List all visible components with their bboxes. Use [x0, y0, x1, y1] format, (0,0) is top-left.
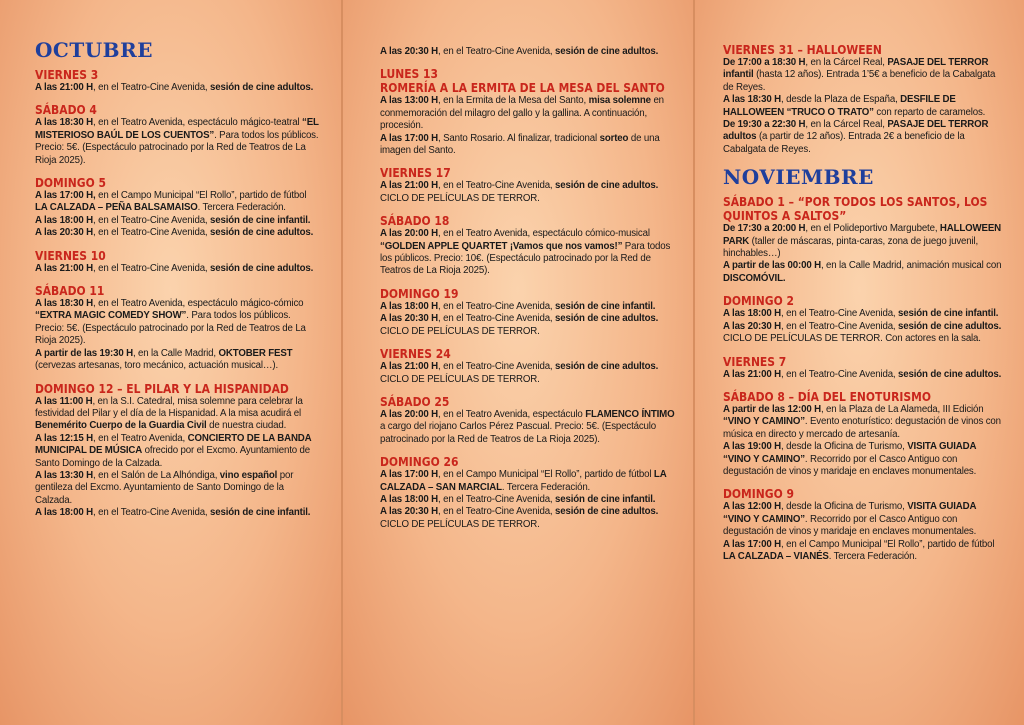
detail-highlight: A las 18:30 H: [35, 117, 94, 129]
detail-highlight: sesión de cine adultos.: [555, 180, 659, 192]
detail-highlight: A las 13:30 H: [35, 469, 94, 481]
event-title: DOMINGO 5: [35, 175, 106, 191]
event-entry: [723, 487, 1002, 563]
panel-november: [695, 0, 1024, 725]
detail-highlight: A las 13:00 H: [380, 95, 439, 107]
detail-text: . Tercera Federación.: [501, 481, 591, 493]
detail-text: de nuestra ciudad.: [206, 420, 287, 432]
detail-text: , en el Teatro-Cine Avenida,: [438, 300, 556, 312]
event-detail: [380, 133, 677, 158]
detail-text: , en el Teatro-Cine Avenida,: [93, 262, 211, 274]
detail-highlight: sesión de cine adultos.: [210, 227, 314, 239]
detail-highlight: LA CALZADA – PEÑA BALSAMAISO: [35, 202, 198, 214]
detail-text: (hasta 12 años). Entrada 1’5€ a beneficio de la Cabalgata de Reyes.: [723, 69, 996, 93]
month-heading-octubre: OCTUBRE: [35, 38, 153, 62]
detail-highlight: A las 18:00 H: [723, 308, 782, 320]
event-detail: [723, 119, 1002, 156]
detail-text: , en el Teatro-Cine Avenida,: [438, 180, 556, 192]
detail-text: , desde la Oficina de Turismo,: [781, 441, 908, 453]
event-title: LUNES 13: [380, 66, 438, 82]
detail-text: , en el Teatro-Cine Avenida,: [93, 507, 211, 519]
detail-highlight: De 17:30 a 20:00 H: [723, 223, 806, 235]
detail-highlight: De 17:00 a 18:30 H: [723, 57, 806, 68]
detail-text: ofrecido por el Excmo. Ayuntamiento de Santo Domingo de la Calzada.: [35, 445, 311, 469]
detail-highlight: A las 17:00 H: [380, 469, 439, 481]
event-entry: [380, 166, 677, 205]
detail-text: . Recorrido por el Casco Antiguo con degustación de vinos y maridaje en enclaves monumentales.: [723, 453, 977, 477]
detail-text: , en el Teatro-Cine Avenida,: [781, 308, 899, 320]
event-detail: [380, 494, 677, 506]
event-detail: [380, 469, 677, 494]
event-detail: [380, 361, 677, 386]
detail-text: , en el Teatro Avenida, espectáculo mágico-cómico: [93, 298, 304, 310]
panel-october-cont: [343, 0, 693, 725]
event-detail: [723, 321, 1002, 346]
event-list: [723, 43, 1002, 156]
event-title: DOMINGO 19: [380, 285, 459, 301]
event-detail: [35, 82, 319, 94]
event-detail: [380, 506, 677, 531]
detail-text: , en el Teatro-Cine Avenida,: [438, 313, 556, 325]
detail-highlight: VISITA GUIADA “VINO Y CAMINO”: [723, 501, 976, 525]
detail-text: en conmemoración del milagro del gallo y la gallina. A continuación, procesión.: [380, 95, 664, 132]
detail-text: por gentileza del Excmo. Ayuntamiento de Santo Domingo de la Calzada.: [35, 469, 294, 506]
event-detail: [380, 180, 677, 205]
detail-highlight: A las 20:30 H: [380, 46, 439, 57]
detail-text: , en el Teatro-Cine Avenida,: [438, 506, 556, 518]
detail-text: , en el Teatro Avenida, espectáculo mágico-teatral: [93, 117, 303, 129]
detail-highlight: A las 21:00 H: [380, 361, 439, 373]
detail-text: , en la Ermita de la Mesa del Santo,: [438, 95, 589, 107]
event-detail: [380, 95, 677, 132]
detail-text: , en la Cárcel Real,: [805, 57, 888, 68]
event-title: SÁBADO 18: [380, 213, 450, 229]
event-title: SÁBADO 4: [35, 102, 97, 118]
detail-highlight: sesión de cine infantil.: [898, 308, 999, 320]
event-title: VIERNES 31 – HALLOWEEN: [723, 42, 882, 57]
detail-text: , en el Teatro Avenida,: [93, 432, 188, 444]
event-detail: [380, 228, 677, 278]
event-entry: [35, 68, 319, 94]
event-detail: [35, 298, 319, 348]
event-entry: [723, 195, 1002, 285]
event-entry: [35, 176, 319, 240]
detail-highlight: OKTOBER FEST: [218, 347, 293, 359]
detail-highlight: A las 21:00 H: [723, 368, 782, 380]
detail-highlight: HALLOWEEN PARK: [723, 223, 1001, 247]
detail-highlight: sesión de cine adultos.: [210, 82, 314, 93]
detail-text: , Santo Rosario. Al finalizar, tradicional: [438, 132, 600, 144]
detail-text: , en el Salón de La Alhóndiga,: [93, 469, 220, 481]
detail-text: , desde la Plaza de España,: [781, 94, 901, 106]
detail-text: . Tercera Federación.: [828, 550, 917, 562]
detail-text: CICLO DE PELÍCULAS DE TERROR.: [380, 373, 540, 385]
detail-highlight: A las 18:30 H: [723, 94, 782, 106]
detail-highlight: DESFILE DE HALLOWEEN “TRUCO O TRATO”: [723, 94, 956, 118]
detail-highlight: A partir de las 00:00 H: [723, 260, 821, 272]
event-detail: [723, 223, 1002, 260]
event-entry: [35, 284, 319, 372]
detail-highlight: sorteo: [599, 132, 629, 144]
detail-text: , en el Teatro-Cine Avenida,: [438, 46, 556, 57]
event-title: VIERNES 7: [723, 353, 787, 369]
event-entry: [35, 103, 319, 167]
detail-text: a cargo del riojano Carlos Pérez Pascual. Precio: 5€. (Espectáculo patrocinado por la Red de Teatros de La Rioja 2025).: [380, 421, 657, 445]
detail-text: , en la S.I. Catedral, misa solemne para celebrar la festividad del Pilar y el día de la Hispanidad. A la misa acudirá el: [35, 395, 303, 419]
detail-text: , en la Calle Madrid, animación musical con: [820, 260, 1002, 272]
event-list: [380, 46, 677, 531]
detail-text: , en la Cárcel Real,: [805, 119, 888, 131]
detail-highlight: A las 18:00 H: [35, 214, 94, 226]
detail-text: , en el Teatro-Cine Avenida,: [781, 368, 899, 380]
detail-text: CICLO DE PELÍCULAS DE TERROR.: [380, 325, 540, 337]
detail-text: , en el Teatro Avenida, espectáculo cómico-musical: [438, 228, 650, 240]
detail-highlight: “EL MISTERIOSO BAÚL DE LOS CUENTOS”: [35, 117, 319, 141]
detail-highlight: A las 17:00 H: [380, 132, 439, 144]
detail-highlight: sesión de cine adultos.: [898, 320, 1002, 332]
event-title: SÁBADO 11: [35, 283, 105, 299]
event-title: SÁBADO 25: [380, 393, 450, 409]
event-title: VIERNES 10: [35, 247, 106, 263]
detail-highlight: A las 12:15 H: [35, 432, 94, 444]
detail-highlight: Benemérito Cuerpo de la Guardia Civil: [35, 420, 207, 432]
event-detail: [35, 433, 319, 470]
event-detail: [35, 263, 319, 275]
detail-highlight: A las 21:00 H: [380, 180, 439, 192]
detail-highlight: A partir de las 12:00 H: [723, 403, 821, 415]
detail-text: , en el Teatro-Cine Avenida,: [93, 227, 211, 239]
event-detail: [35, 227, 319, 239]
detail-text: , en el Teatro-Cine Avenida,: [93, 82, 211, 93]
detail-highlight: A las 20:00 H: [380, 408, 439, 420]
detail-text: , en el Campo Municipal “El Rollo”, partido de fútbol: [781, 538, 995, 550]
detail-text: (cervezas artesanas, toro mecánico, actuación musical…).: [35, 360, 279, 372]
detail-text: , en el Teatro Avenida, espectáculo: [438, 408, 586, 420]
event-entry: [35, 382, 319, 520]
event-detail: [723, 308, 1002, 320]
event-list: [35, 68, 319, 520]
detail-highlight: “VINO Y CAMINO”: [723, 416, 805, 428]
event-detail: [723, 57, 1002, 94]
detail-highlight: sesión de cine infantil.: [210, 507, 311, 519]
event-title: VIERNES 3: [35, 67, 99, 82]
detail-highlight: sesión de cine adultos.: [555, 313, 659, 325]
detail-text: , en el Polideportivo Margubete,: [805, 223, 940, 235]
detail-text: , en el Teatro-Cine Avenida,: [781, 320, 899, 332]
detail-highlight: A las 20:30 H: [723, 320, 782, 332]
detail-highlight: sesión de cine adultos.: [555, 46, 659, 57]
event-entry: [380, 67, 677, 157]
detail-highlight: LA CALZADA – VIANÉS: [723, 550, 829, 562]
detail-highlight: A las 20:30 H: [35, 227, 94, 239]
event-detail: [35, 507, 319, 519]
detail-text: . Evento enoturístico: degustación de vinos con música en directo y mercado de artesanía.: [723, 416, 1001, 440]
event-subtitle: ROMERÍA A LA ERMITA DE LA MESA DEL SANTO: [380, 80, 665, 96]
event-title: DOMINGO 12 – EL PILAR Y LA HISPANIDAD: [35, 380, 289, 396]
event-detail: [723, 404, 1002, 441]
detail-highlight: PASAJE DEL TERROR adultos: [723, 119, 989, 143]
detail-highlight: sesión de cine infantil.: [210, 214, 311, 226]
detail-text: (taller de máscaras, pinta-caras, zona de juego juvenil, hinchables…): [723, 235, 979, 260]
event-entry: [380, 287, 677, 338]
event-detail: [380, 301, 677, 313]
detail-text: Para todos los públicos. Precio: 10€. (Espectáculo patrocinado por la Red de Teatros de La Rioja 2025).: [380, 240, 671, 277]
event-entry: [380, 46, 677, 58]
event-title: SÁBADO 8 – DÍA DEL ENOTURISMO: [723, 388, 931, 404]
detail-highlight: PASAJE DEL TERROR infantil: [723, 57, 989, 81]
event-title: SÁBADO 1 – “POR TODOS LOS SANTOS, LOS QUINTOS A SALTOS”: [723, 194, 988, 224]
detail-highlight: A las 20:30 H: [380, 313, 439, 325]
detail-text: . Para todos los públicos. Precio: 5€. (Espectáculo patrocinado por la Red de Teatros de La Rioja 2025).: [35, 129, 319, 166]
event-title: DOMINGO 2: [723, 293, 794, 309]
event-detail: [723, 441, 1002, 478]
event-detail: [380, 313, 677, 338]
event-detail: [723, 94, 1002, 119]
event-detail: [380, 409, 677, 446]
detail-text: , desde la Oficina de Turismo,: [781, 501, 908, 513]
detail-text: , en la Plaza de La Alameda, III Edición: [820, 403, 984, 415]
detail-highlight: LA CALZADA – SAN MARCIAL: [380, 469, 667, 493]
event-entry: [723, 390, 1002, 478]
event-detail: [380, 46, 677, 58]
detail-highlight: sesión de cine adultos.: [555, 506, 659, 518]
detail-highlight: sesión de cine adultos.: [210, 262, 314, 274]
detail-highlight: A las 18:00 H: [380, 300, 439, 312]
detail-text: . Recorrido por el Casco Antiguo con degustación de vinos y maridaje en enclaves monumentales.: [723, 513, 977, 538]
event-detail: [35, 117, 319, 167]
event-entry: [380, 347, 677, 386]
month-heading-noviembre: NOVIEMBRE: [723, 165, 874, 190]
event-detail: [35, 215, 319, 227]
detail-text: de una imagen del Santo.: [380, 132, 660, 157]
detail-highlight: vino español: [219, 469, 278, 481]
detail-text: . Tercera Federación.: [197, 202, 286, 214]
detail-highlight: sesión de cine adultos.: [898, 368, 1002, 380]
detail-text: , en la Calle Madrid,: [132, 347, 219, 359]
event-entry: [723, 355, 1002, 381]
detail-highlight: “GOLDEN APPLE QUARTET ¡Vamos que nos vamos!”: [380, 240, 623, 252]
detail-text: , en el Teatro-Cine Avenida,: [438, 361, 556, 373]
detail-text: (a partir de 12 años). Entrada 2€ a beneficio de la Cabalgata de Reyes.: [723, 131, 965, 155]
detail-highlight: A las 17:00 H,: [35, 190, 96, 202]
detail-text: , en el Teatro-Cine Avenida,: [93, 214, 211, 226]
event-detail: [35, 190, 319, 215]
detail-highlight: misa solemne: [588, 95, 651, 107]
detail-highlight: A partir de las 19:30 H: [35, 347, 133, 359]
detail-highlight: A las 19:00 H: [723, 441, 782, 453]
event-entry: [380, 214, 677, 278]
detail-text: en el Campo Municipal “El Rollo”, partido de fútbol: [95, 190, 307, 202]
event-entry: [380, 395, 677, 446]
detail-highlight: VISITA GUIADA “VINO Y CAMINO”: [723, 441, 976, 465]
detail-highlight: A las 21:00 H: [35, 262, 94, 274]
detail-highlight: DISCOMÓVIL.: [723, 272, 786, 284]
detail-highlight: A las 12:00 H: [723, 501, 782, 513]
detail-text: , en el Teatro-Cine Avenida,: [438, 493, 556, 505]
panel-october: [0, 0, 341, 725]
event-detail: [723, 539, 1002, 564]
detail-highlight: A las 11:00 H: [35, 395, 93, 407]
event-title: DOMINGO 26: [380, 454, 459, 470]
detail-highlight: De 19:30 a 22:30 H: [723, 119, 806, 131]
detail-text: con reparto de caramelos.: [873, 106, 986, 118]
detail-highlight: A las 21:00 H: [35, 82, 94, 93]
detail-highlight: A las 20:00 H: [380, 228, 439, 240]
event-entry: [723, 43, 1002, 156]
detail-highlight: A las 18:00 H: [380, 493, 439, 505]
detail-highlight: CONCIERTO DE LA BANDA MUNICIPAL DE MÚSICA: [35, 432, 312, 457]
detail-highlight: A las 18:30 H: [35, 298, 94, 310]
detail-text: CICLO DE PELÍCULAS DE TERROR. Con actores en la sala.: [723, 333, 981, 345]
event-detail: [723, 369, 1002, 381]
detail-text: CICLO DE PELÍCULAS DE TERROR.: [380, 518, 540, 530]
detail-highlight: “EXTRA MAGIC COMEDY SHOW”: [35, 310, 187, 322]
detail-highlight: A las 20:30 H: [380, 506, 439, 518]
detail-highlight: FLAMENCO ÍNTIMO: [585, 408, 675, 420]
event-entry: [723, 294, 1002, 345]
detail-text: , en el Campo Municipal “El Rollo”, partido de fútbol: [438, 469, 654, 481]
detail-text: . Para todos los públicos. Precio: 5€. (Espectáculo patrocinado por la Red de Teatros de La Rioja 2025).: [35, 310, 306, 347]
event-detail: [723, 260, 1002, 285]
detail-highlight: sesión de cine adultos.: [555, 361, 659, 373]
event-title: DOMINGO 9: [723, 486, 794, 502]
event-title: VIERNES 17: [380, 165, 451, 181]
event-list: [723, 195, 1002, 563]
detail-highlight: A las 18:00 H: [35, 507, 94, 519]
event-detail: [723, 501, 1002, 538]
event-entry: [380, 455, 677, 531]
event-entry: [35, 249, 319, 275]
event-title: VIERNES 24: [380, 346, 451, 362]
detail-highlight: A las 17:00 H: [723, 538, 782, 550]
detail-highlight: sesión de cine infantil.: [555, 300, 656, 312]
event-detail: [35, 348, 319, 373]
event-detail: [35, 470, 319, 507]
detail-highlight: sesión de cine infantil.: [555, 493, 656, 505]
event-detail: [35, 396, 319, 433]
detail-text: CICLO DE PELÍCULAS DE TERROR.: [380, 192, 540, 204]
